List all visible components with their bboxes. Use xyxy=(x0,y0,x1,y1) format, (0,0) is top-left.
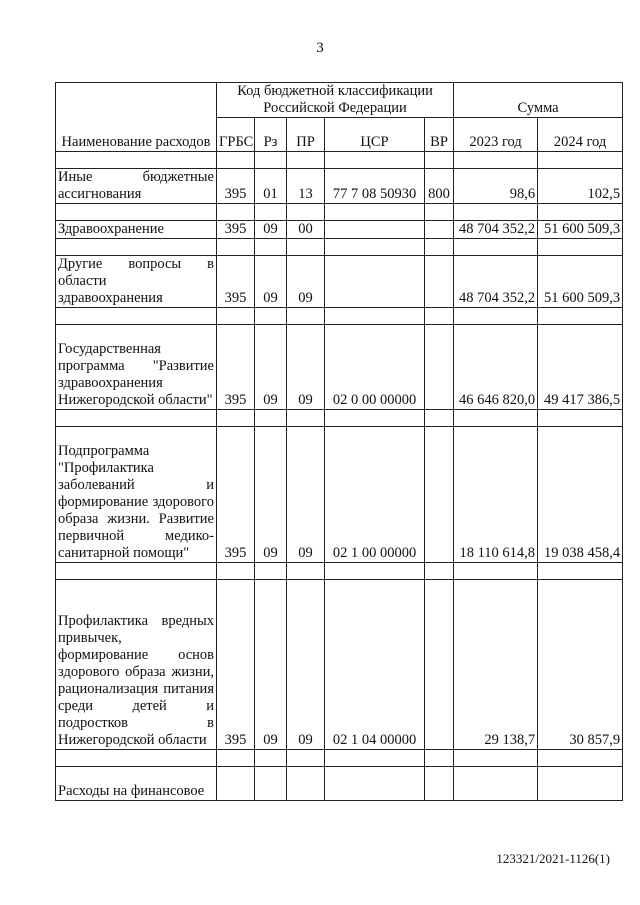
header-rz: Рз xyxy=(255,118,287,152)
table-row xyxy=(56,169,623,204)
row-2023: 46 646 820,0 xyxy=(454,325,538,410)
header-name-col: Наименование расходов xyxy=(56,83,217,152)
row-pr: 09 xyxy=(287,256,325,308)
row-grbs: 395 xyxy=(217,325,255,410)
row-vr: 800 xyxy=(425,169,454,204)
table-row xyxy=(56,325,623,410)
document-code: 123321/2021-1126(1) xyxy=(496,851,610,866)
table-row xyxy=(56,580,623,750)
row-vr xyxy=(425,767,454,801)
table-row xyxy=(56,256,623,308)
row-name: Расходы на финансовое xyxy=(56,767,217,801)
row-rz: 09 xyxy=(255,427,287,563)
row-name: Здравоохранение xyxy=(56,221,217,239)
row-grbs xyxy=(217,767,255,801)
header-grbs: ГРБС xyxy=(217,118,255,152)
table-row xyxy=(56,427,623,563)
row-csr: 02 0 00 00000 xyxy=(325,325,425,410)
row-csr xyxy=(325,256,425,308)
row-2024: 102,5 xyxy=(538,169,623,204)
page-number: 3 xyxy=(316,40,324,56)
row-grbs: 395 xyxy=(217,256,255,308)
header-sum-group: Сумма xyxy=(454,83,623,118)
row-2024: 19 038 458,4 xyxy=(538,427,623,563)
row-csr: 02 1 04 00000 xyxy=(325,580,425,750)
row-vr xyxy=(425,580,454,750)
row-rz: 09 xyxy=(255,256,287,308)
row-pr: 09 xyxy=(287,427,325,563)
row-2023: 48 704 352,2 xyxy=(454,256,538,308)
table-row xyxy=(56,767,623,801)
row-rz xyxy=(255,767,287,801)
row-rz: 09 xyxy=(255,325,287,410)
row-grbs: 395 xyxy=(217,221,255,239)
row-rz: 09 xyxy=(255,221,287,239)
row-2023: 18 110 614,8 xyxy=(454,427,538,563)
row-2024: 51 600 509,3 xyxy=(538,256,623,308)
row-pr: 09 xyxy=(287,580,325,750)
row-vr xyxy=(425,256,454,308)
header-vr: ВР xyxy=(425,118,454,152)
row-csr: 77 7 08 50930 xyxy=(325,169,425,204)
row-2024 xyxy=(538,767,623,801)
row-csr xyxy=(325,221,425,239)
row-vr xyxy=(425,427,454,563)
row-vr xyxy=(425,221,454,239)
row-name: Другие вопросы в области здравоохранения xyxy=(56,256,217,308)
header-2024: 2024 год xyxy=(538,118,623,152)
row-2023: 98,6 xyxy=(454,169,538,204)
row-2024: 49 417 386,5 xyxy=(538,325,623,410)
row-csr: 02 1 00 00000 xyxy=(325,427,425,563)
row-2024: 30 857,9 xyxy=(538,580,623,750)
budget-table xyxy=(55,82,623,801)
row-vr xyxy=(425,325,454,410)
row-name: Подпрограмма "Профилактика заболеваний и формирование здорового образа жизни. Развитие первичной медико-санитарной помощи" xyxy=(56,427,217,563)
row-grbs: 395 xyxy=(217,169,255,204)
row-pr: 09 xyxy=(287,325,325,410)
row-rz: 09 xyxy=(255,580,287,750)
row-csr xyxy=(325,767,425,801)
row-2024: 51 600 509,3 xyxy=(538,221,623,239)
row-name: Профилактика вредных привычек, формирование основ здорового образа жизни, рационализация питания среди детей и подростков в Нижегородской области xyxy=(56,580,217,750)
header-code-group: Код бюджетной классификации Российской Федерации xyxy=(217,83,454,118)
row-2023: 48 704 352,2 xyxy=(454,221,538,239)
row-name: Государственная программа "Развитие здравоохранения Нижегородской области" xyxy=(56,325,217,410)
row-grbs: 395 xyxy=(217,580,255,750)
table-row xyxy=(56,221,623,239)
row-rz: 01 xyxy=(255,169,287,204)
header-2023: 2023 год xyxy=(454,118,538,152)
row-name: Иные бюджетные ассигнования xyxy=(56,169,217,204)
table-header xyxy=(56,83,623,152)
row-grbs: 395 xyxy=(217,427,255,563)
row-pr: 00 xyxy=(287,221,325,239)
row-2023 xyxy=(454,767,538,801)
header-csr: ЦСР xyxy=(325,118,425,152)
header-pr: ПР xyxy=(287,118,325,152)
row-pr xyxy=(287,767,325,801)
row-2023: 29 138,7 xyxy=(454,580,538,750)
row-pr: 13 xyxy=(287,169,325,204)
